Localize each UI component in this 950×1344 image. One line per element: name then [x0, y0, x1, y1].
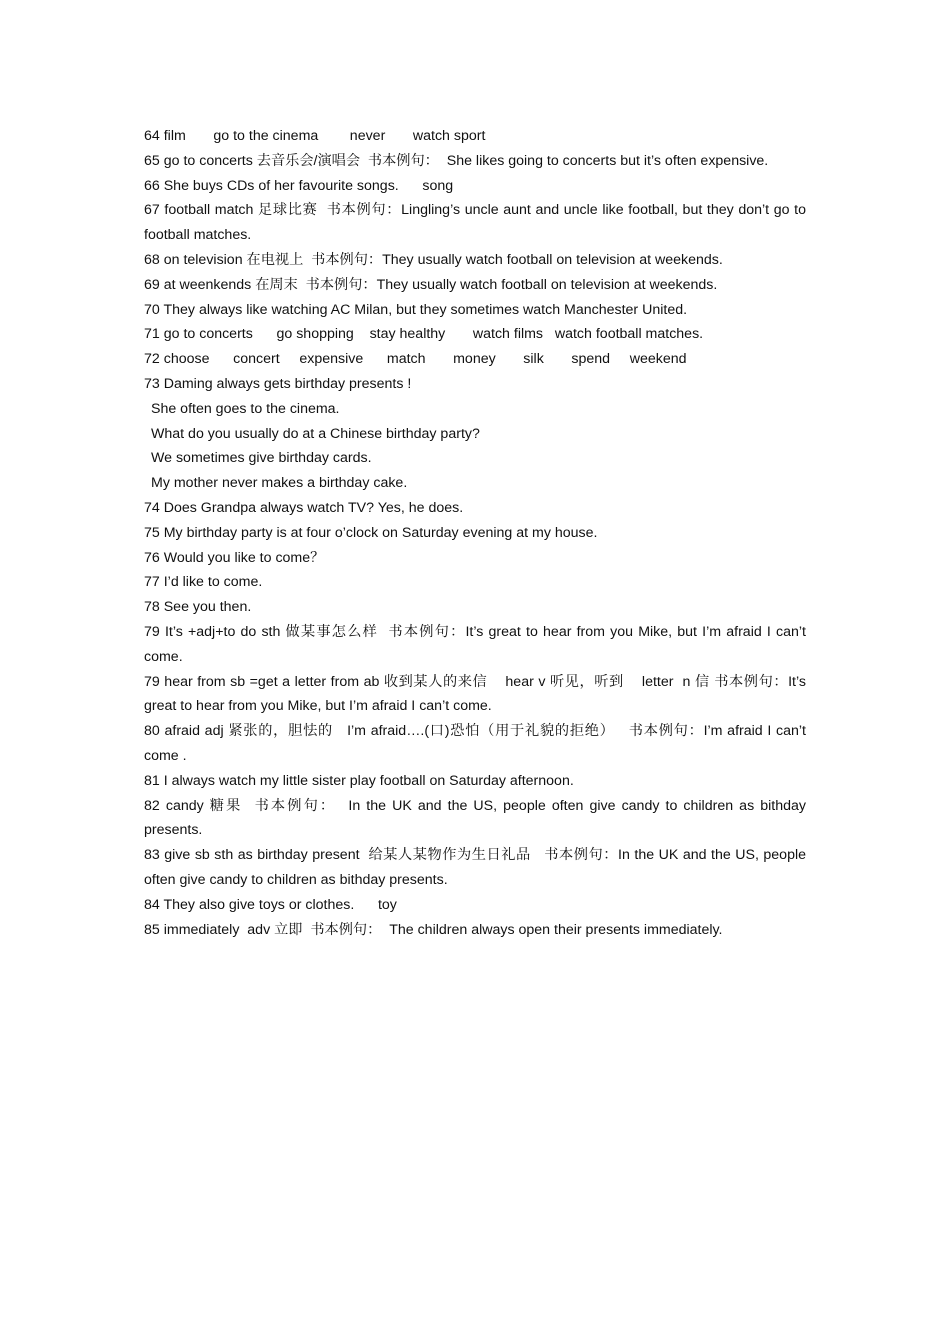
entry-76: 76 Would you like to come？: [144, 549, 325, 566]
entry-73-sentence-2: She often goes to the cinema.: [151, 400, 340, 417]
entry-65: 65 go to concerts 去音乐会/演唱会 书本例句： She likes going to concerts but it’s often expensive.: [144, 152, 769, 169]
document-page: [144, 124, 810, 942]
entry-73-sentence-5: My mother never makes a birthday cake.: [151, 475, 408, 492]
entry-75: 75 My birthday party is at four o’clock on Saturday evening at my house.: [144, 524, 598, 541]
entry-66: 66 She buys CDs of her favourite songs. song: [144, 177, 454, 194]
entry-67: 67 football match 足球比赛 书本例句：Lingling’s uncle aunt and uncle like football, but they don’t go to football matches.: [144, 202, 810, 244]
entry-64: 64 film go to the cinema never watch sport: [144, 128, 486, 144]
entry-70: 70 They always like watching AC Milan, but they sometimes watch Manchester United.: [144, 301, 688, 318]
entry-83: 83 give sb sth as birthday present 给某人某物作为生日礼品 书本例句：In the UK and the US, people often give candy to children as bithday presents.: [144, 847, 810, 888]
entry-79-b: 79 hear from sb =get a letter from ab 收到某人的来信 hear v 听见，听到 letter n 信 书本例句：It’s great to hear from you Mike, but I’m afraid I can’t come.: [144, 673, 810, 715]
entry-82: 82 candy 糖果 书本例句： In the UK and the US, people often give candy to children as bithday presents.: [144, 797, 810, 839]
entry-73: 73 Daming always gets birthday presents !: [144, 375, 412, 392]
entry-84: 84 They also give toys or clothes. toy: [144, 896, 397, 913]
entry-80: 80 afraid adj 紧张的，胆怯的 I’m afraid….(口)恐怕（用于礼貌的拒绝） 书本例句：I’m afraid I can’t come .: [144, 723, 810, 764]
entry-73-sentence-3: What do you usually do at a Chinese birthday party?: [151, 425, 480, 442]
entry-81: 81 I always watch my little sister play football on Saturday afternoon.: [144, 772, 574, 789]
entry-69: 69 at weenkends 在周末 书本例句：They usually watch football on television at weekends.: [144, 276, 718, 293]
entry-71: 71 go to concerts go shopping stay healthy watch films watch football matches.: [144, 326, 704, 343]
entry-77: 77 I’d like to come.: [144, 574, 263, 591]
entry-78: 78 See you then.: [144, 599, 252, 616]
entry-74: 74 Does Grandpa always watch TV? Yes, he does.: [144, 499, 464, 516]
entry-72: 72 choose concert expensive match money silk spend weekend: [144, 351, 687, 368]
entry-73-sentence-4: We sometimes give birthday cards.: [151, 450, 372, 467]
entry-68: 68 on television 在电视上 书本例句：They usually watch football on television at weekends.: [144, 251, 723, 268]
entry-79-a: 79 It’s +adj+to do sth 做某事怎么样 书本例句：It’s great to hear from you Mike, but I’m afraid I can’t come.: [144, 623, 810, 665]
entry-85: 85 immediately adv 立即 书本例句： The children always open their presents immediately.: [144, 921, 723, 938]
